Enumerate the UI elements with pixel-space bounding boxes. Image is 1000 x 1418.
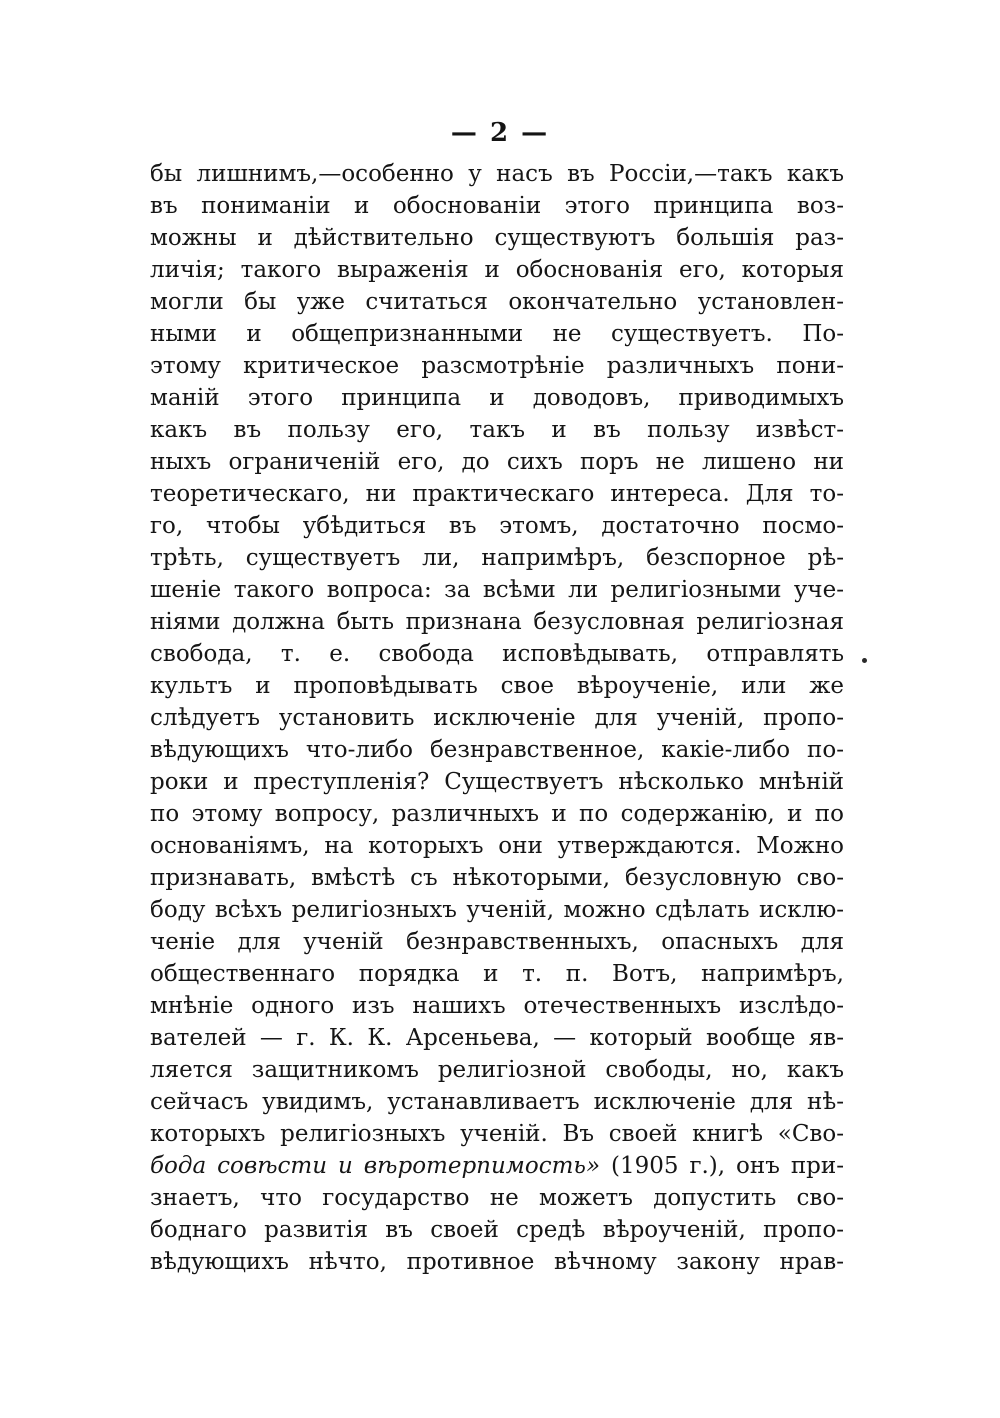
text-line: этому критическое разсмотрѣніе различныхъ пони- bbox=[150, 353, 844, 379]
text-line: мнѣніе одного изъ нашихъ отечественныхъ изслѣдо- bbox=[150, 993, 844, 1019]
text-line: слѣдуетъ установить исключеніе для ученій, пропо- bbox=[150, 705, 844, 731]
text-line: ченіе для ученій безнравственныхъ, опасныхъ для bbox=[150, 929, 844, 955]
text-line-italic bbox=[150, 1150, 844, 1182]
text-line: знаетъ, что государство не можетъ допустить сво- bbox=[150, 1185, 844, 1211]
text-line: по этому вопросу, различныхъ и по содержанію, и по bbox=[150, 801, 844, 827]
text-line: культъ и проповѣдывать свое вѣроученіе, или же bbox=[150, 673, 844, 699]
text-line: го, чтобы убѣдиться въ этомъ, достаточно посмо- bbox=[150, 513, 844, 539]
text-line: боднаго развитія въ своей средѣ вѣроученій, пропо- bbox=[150, 1217, 844, 1243]
text-line: ными и общепризнанными не существуетъ. По- bbox=[150, 321, 844, 347]
text-line: боду всѣхъ религіозныхъ ученій, можно сдѣлать исклю- bbox=[150, 897, 844, 923]
text-line: маній этого принципа и доводовъ, приводимыхъ bbox=[150, 385, 844, 411]
text-line: могли бы уже считаться окончательно установлен- bbox=[150, 289, 844, 315]
text-line: какъ въ пользу его, такъ и въ пользу извѣст- bbox=[150, 417, 844, 443]
text-line: общественнаго порядка и т. п. Вотъ, напримѣръ, bbox=[150, 961, 844, 987]
text-line: сейчасъ увидимъ, устанавливаетъ исключеніе для нѣ- bbox=[150, 1089, 844, 1115]
text-line: свобода, т. е. свобода исповѣдывать, отправлять bbox=[150, 641, 844, 667]
text-line: основаніямъ, на которыхъ они утверждаются. Можно bbox=[150, 833, 844, 859]
margin-speck bbox=[862, 658, 867, 663]
text-line: трѣть, существуетъ ли, напримѣръ, безспорное рѣ- bbox=[150, 545, 844, 571]
text-line: ніями должна быть признана безусловная религіозная bbox=[150, 609, 844, 635]
text-line: роки и преступленія? Существуетъ нѣсколько мнѣній bbox=[150, 769, 844, 795]
text-line: бы лишнимъ,—особенно у насъ въ Россіи,—такъ какъ bbox=[150, 161, 844, 187]
text-line: въ пониманіи и обоснованіи этого принципа воз- bbox=[150, 193, 844, 219]
text-line: ныхъ ограниченій его, до сихъ поръ не лишено ни bbox=[150, 449, 844, 475]
text-line: личія; такого выраженія и обоснованія его, которыя bbox=[150, 257, 844, 283]
text-fragment: (1905 г.), онъ при- bbox=[600, 1153, 844, 1179]
text-line: теоретическаго, ни практическаго интереса. Для то- bbox=[150, 481, 844, 507]
text-line: вателей — г. К. К. Арсеньева, — который вообще яв- bbox=[150, 1025, 844, 1051]
text-line: шеніе такого вопроса: за всѣми ли религіозными уче- bbox=[150, 577, 844, 603]
text-line: вѣдующихъ что-либо безнравственное, какіе-либо по- bbox=[150, 737, 844, 763]
text-line: ляется защитникомъ религіозной свободы, но, какъ bbox=[150, 1057, 844, 1083]
body-text bbox=[150, 158, 844, 1278]
text-line: которыхъ религіозныхъ ученій. Въ своей книгѣ «Сво- bbox=[150, 1121, 844, 1147]
text-line: можны и дѣйствительно существуютъ большія раз- bbox=[150, 225, 844, 251]
page-number: — 2 — bbox=[450, 118, 550, 148]
text-line: признавать, вмѣстѣ съ нѣкоторыми, безусловную сво- bbox=[150, 865, 844, 891]
book-title-italic: бода совѣсти и вѣротерпимость» bbox=[150, 1153, 601, 1179]
text-line: вѣдующихъ нѣчто, противное вѣчному закону нрав- bbox=[150, 1249, 844, 1275]
